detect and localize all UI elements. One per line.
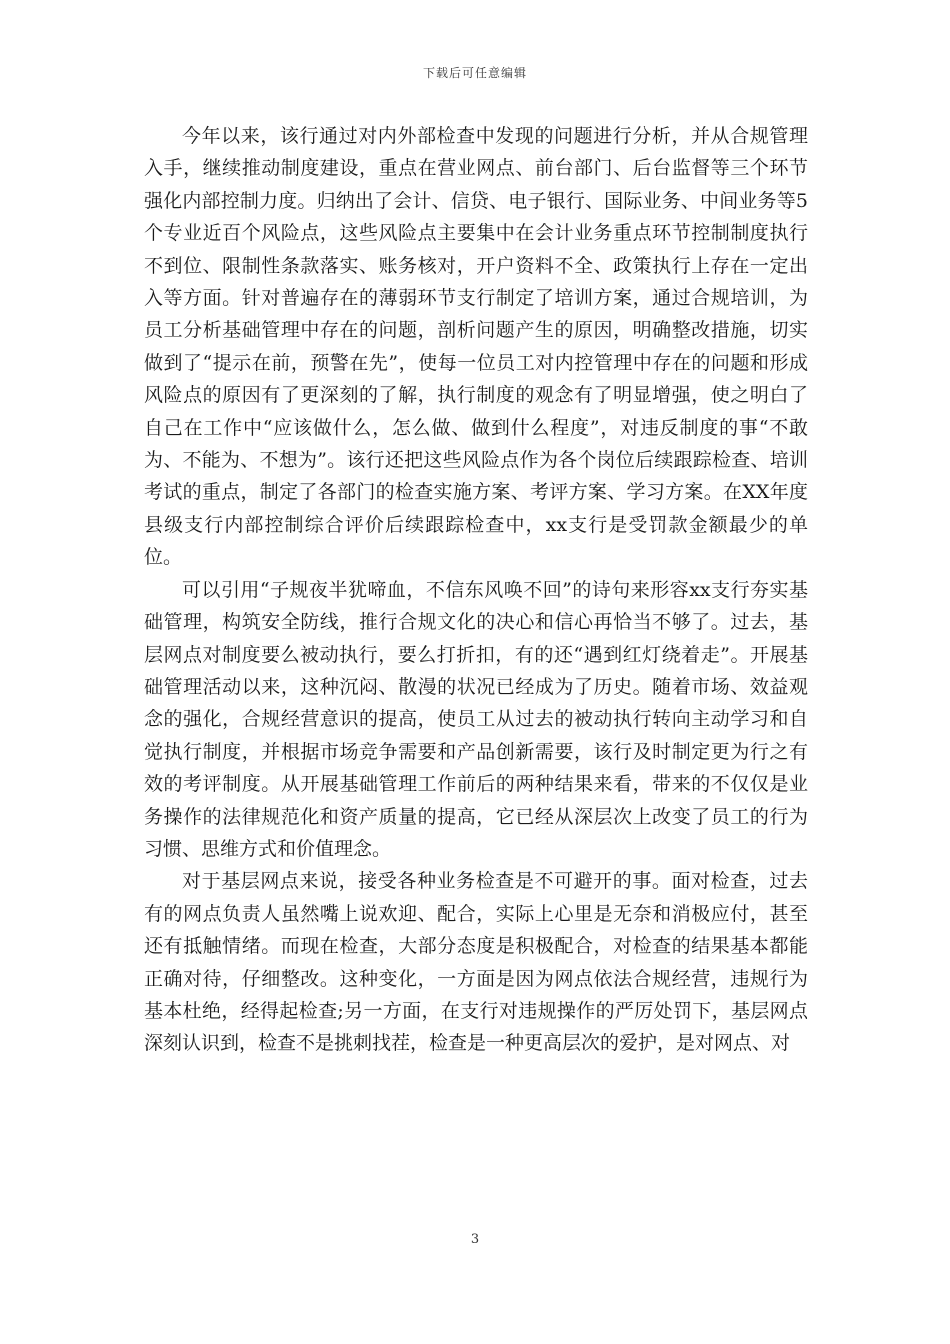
page-number: 3	[470, 1232, 480, 1247]
paragraph-2: 可以引用“子规夜半犹啼血，不信东风唤不回”的诗句来形容xx支行夯实基础管理，构筑安全防线，推行合规文化的决心和信心再恰当不够了。过去，基层网点对制度要么被动执行，要么打折扣，有的还“遇到红灯绕着走”。开展基础管理活动以来，这种沉闷、散漫的状况已经成为了历史。随着市场、效益观念的强化，合规经营意识的提高，使员工从过去的被动执行转向主动学习和自觉执行制度，并根据市场竞争需要和产品创新需要，该行及时制定更为行之有效的考评制度。从开展基础管理工作前后的两种结果来看，带来的不仅仅是业务操作的法律规范化和资产质量的提高，它已经从深层次上改变了员工的行为习惯、思维方式和价值理念。	[144, 578, 808, 860]
paragraph-3: 对于基层网点来说，接受各种业务检查是不可避开的事。面对检查，过去有的网点负责人虽然嘴上说欢迎、配合，实际上心里是无奈和消极应付，甚至还有抵触情绪。而现在检查，大部分态度是积极配合，对检查的结果基本都能正确对待，仔细整改。这种变化，一方面是因为网点依法合规经营，违规行为基本杜绝，经得起检查;另一方面，在支行对违规操作的严厉处罚下，基层网点深刻认识到，检查不是挑刺找茬，检查是一种更高层次的爱护，是对网点、对	[144, 870, 808, 1055]
page-header: 下载后可任意编辑	[422, 66, 527, 80]
document-body	[144, 120, 808, 1060]
paragraph-1: 今年以来，该行通过对内外部检查中发现的问题进行分析，并从合规管理入手，继续推动制度建设，重点在营业网点、前台部门、后台监督等三个环节强化内部控制力度。归纳出了会计、信贷、电子银行、国际业务、中间业务等5个专业近百个风险点，这些风险点主要集中在会计业务重点环节控制制度执行不到位、限制性条款落实、账务核对，开户资料不全、政策执行上存在一定出入等方面。针对普遍存在的薄弱环节支行制定了培训方案，通过合规培训，为员工分析基础管理中存在的问题，剖析问题产生的原因，明确整改措施，切实做到了“提示在前，预警在先”，使每一位员工对内控管理中存在的问题和形成风险点的原因有了更深刻的了解，执行制度的观念有了明显增强，使之明白了自己在工作中“应该做什么，怎么做、做到什么程度”，对违反制度的事“不敢为、不能为、不想为”。该行还把这些风险点作为各个岗位后续跟踪检查、培训考试的重点，制定了各部门的检查实施方案、考评方案、学习方案。在XX年度县级支行内部控制综合评价后续跟踪检查中，xx支行是受罚款金额最少的单位。	[144, 125, 808, 569]
